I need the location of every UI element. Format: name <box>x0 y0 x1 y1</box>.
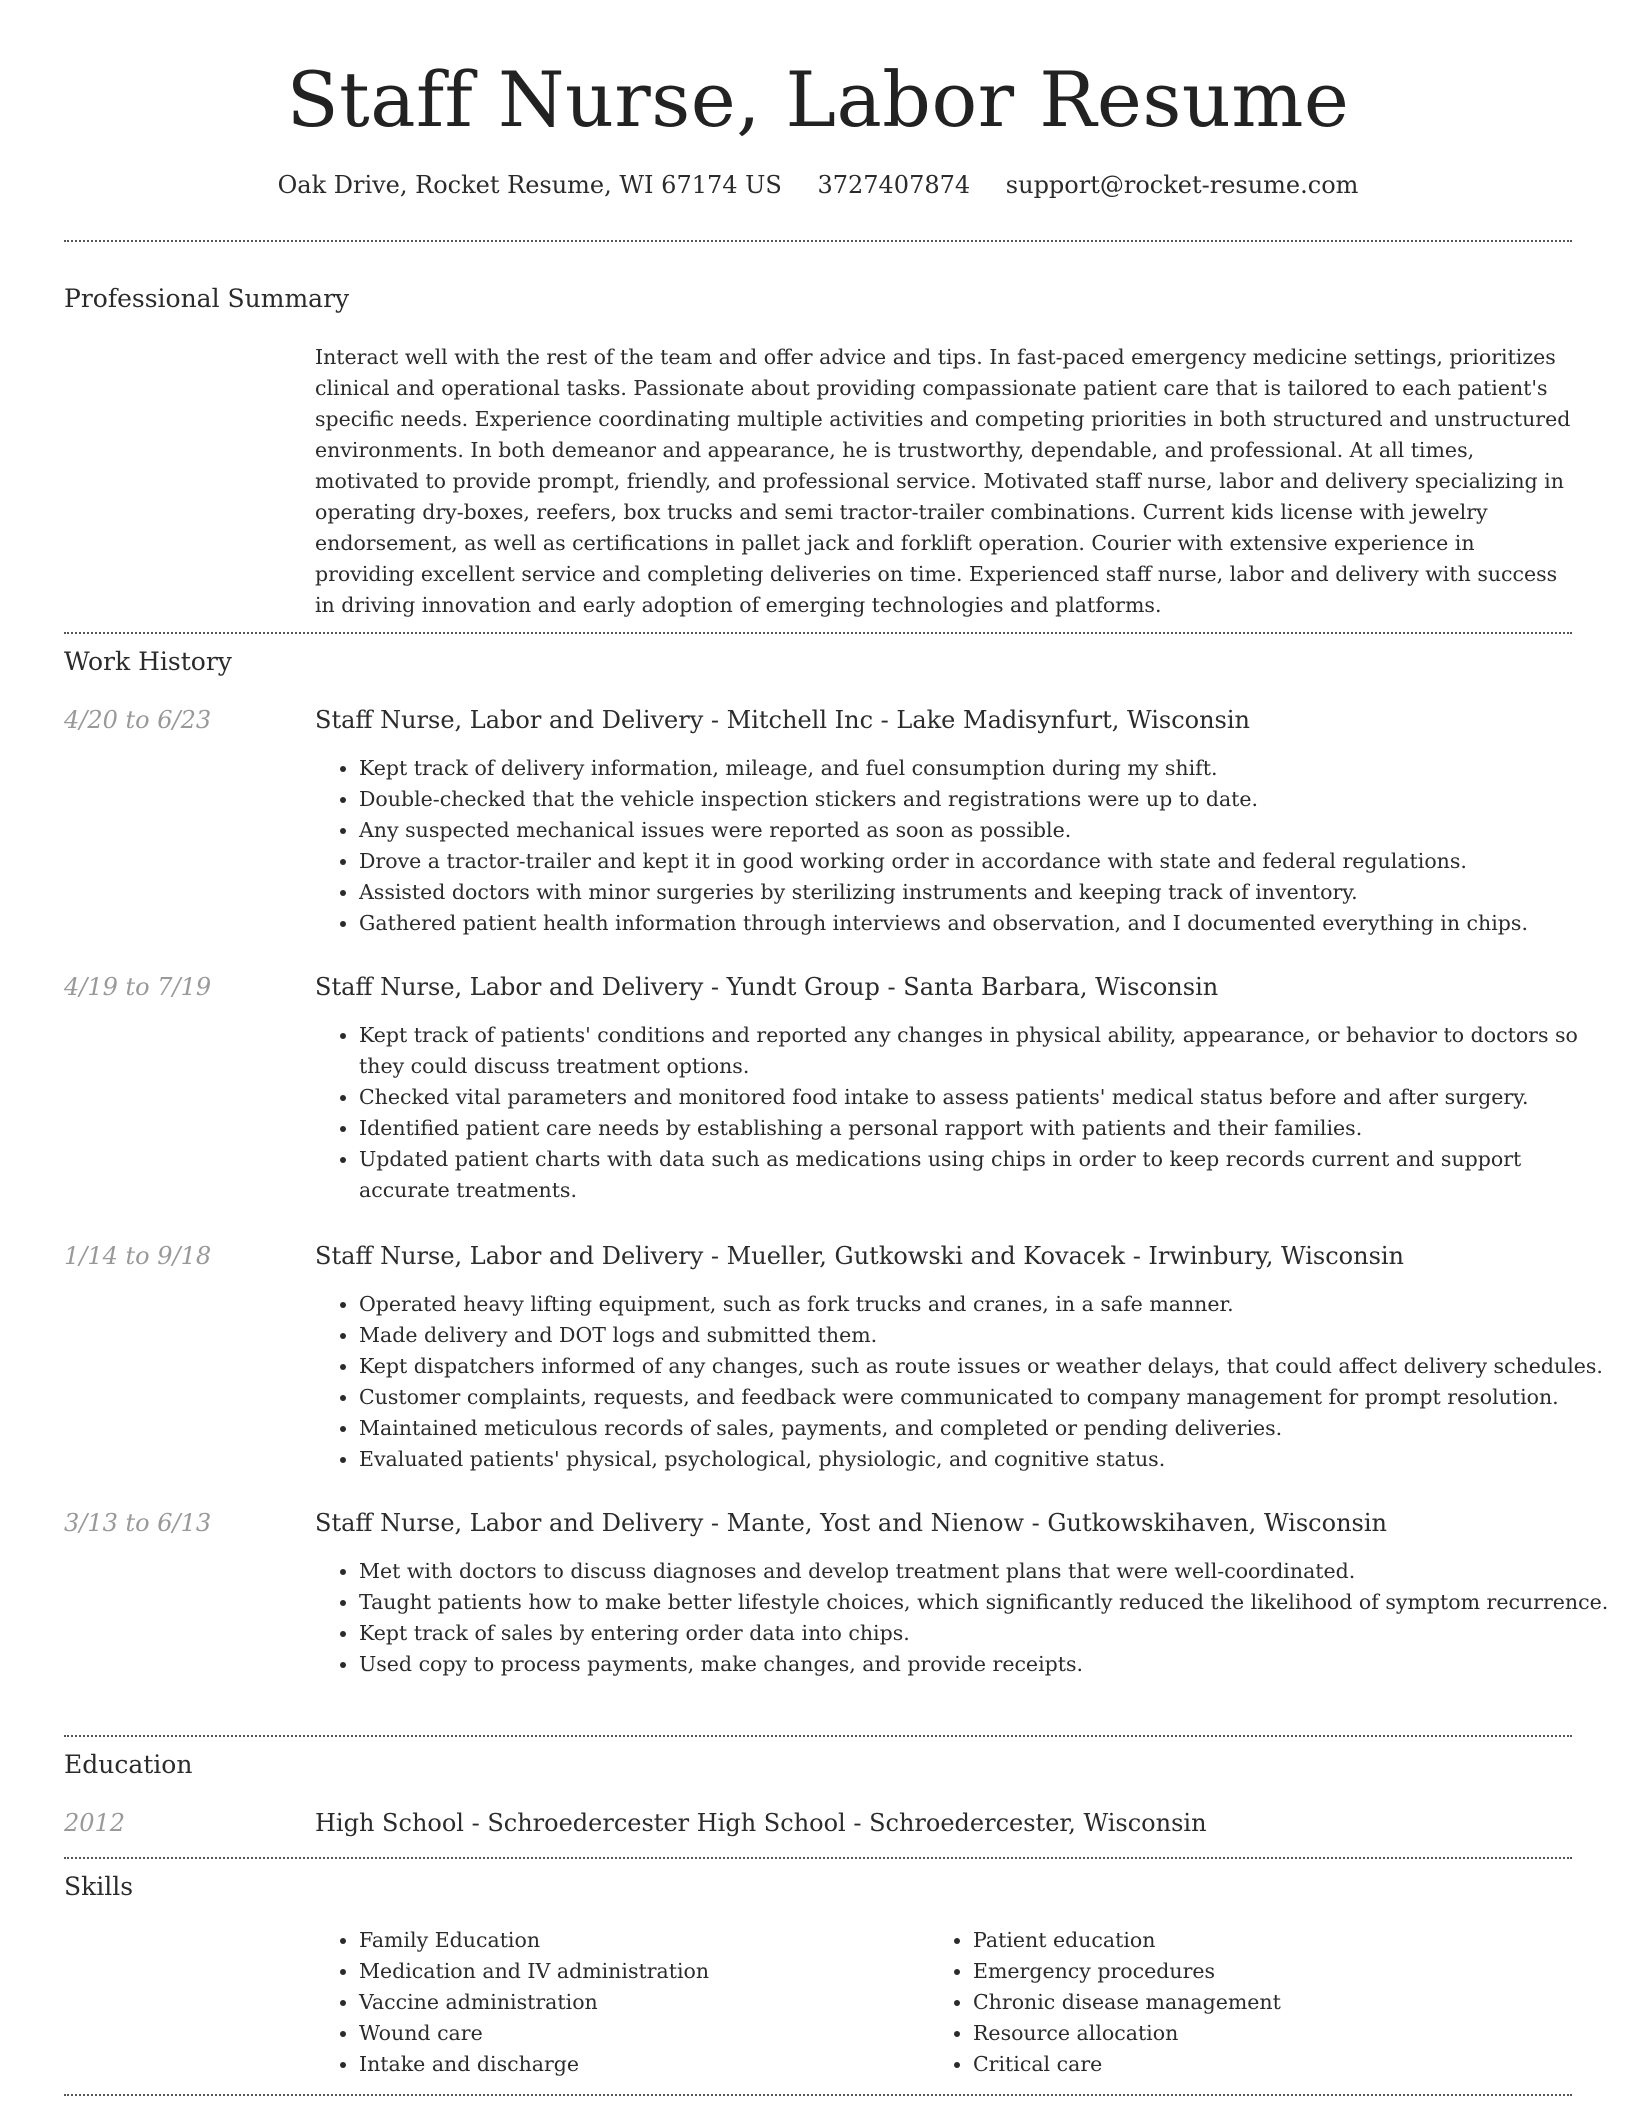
resume-page <box>64 0 1609 2112</box>
skills-column-right <box>929 1925 1533 2080</box>
skills-heading: Skills <box>64 1872 134 1901</box>
list-item: • Met with doctors to discuss diagnoses and develop treatment plans that were well-coordinated. <box>359 1556 1616 1587</box>
summary-text: Interact well with the rest of the team and offer advice and tips. In fast-paced emergency medicine settings, prioritizes clinical and operational tasks. Passionate about providing compassionate patient care that is tailored to each patient's specific needs. Experience coordinating multiple activities and competing priorities in both structured and unstructured environments. In both demeanor and appearance, he is trustworthy, dependable, and professional. At all times, motivated to provide prompt, friendly, and professional service. Motivated staff nurse, labor and delivery specializing in operating dry-boxes, reefers, box trucks and semi tractor-trailer combinations. Current kids license with jewelry endorsement, as well as certifications in pallet jack and forklift operation. Courier with extensive experience in providing excellent service and completing deliveries on time. Experienced staff nurse, labor and delivery with success in driving innovation and early adoption of emerging technologies and platforms. <box>315 345 1571 617</box>
address-text: Oak Drive, Rocket Resume, WI 67174 US <box>277 171 782 199</box>
work-history-heading: Work History <box>64 647 232 676</box>
list-item: • Identified patient care needs by establishing a personal rapport with patients and their families. <box>359 1113 1616 1144</box>
list-item: • Operated heavy lifting equipment, such as fork trucks and cranes, in a safe manner. <box>359 1289 1616 1320</box>
phone-text: 3727407874 <box>817 171 971 199</box>
list-item: • Drove a tractor-trailer and kept it in good working order in accordance with state and federal regulations. <box>359 846 1616 877</box>
divider <box>64 632 1572 634</box>
list-item: • Checked vital parameters and monitored food intake to assess patients' medical status before and after surgery. <box>359 1082 1616 1113</box>
divider <box>64 2094 1572 2096</box>
divider <box>64 1857 1572 1859</box>
skills-column-left <box>315 1925 919 2080</box>
skill-item: • Medication and IV administration <box>359 1956 919 1987</box>
job-title: Staff Nurse, Labor and Delivery - Mante, Yost and Nienow - Gutkowskihaven, Wisconsin <box>315 1509 1387 1537</box>
list-item: • Any suspected mechanical issues were reported as soon as possible. <box>359 815 1616 846</box>
list-item: • Made delivery and DOT logs and submitted them. <box>359 1320 1616 1351</box>
job-dates: 4/19 to 7/19 <box>64 973 212 1001</box>
list-item: • Assisted doctors with minor surgeries by sterilizing instruments and keeping track of inventory. <box>359 877 1616 908</box>
skill-item: • Family Education <box>359 1925 919 1956</box>
list-item: • Gathered patient health information through interviews and observation, and I documented everything in chips. <box>359 908 1616 939</box>
email-link[interactable]: support@rocket-resume.com <box>1005 171 1359 199</box>
skill-item: • Resource allocation <box>973 2018 1533 2049</box>
job-bullets <box>315 1556 1616 1680</box>
list-item: • Updated patient charts with data such as medications using chips in order to keep records current and support accurate treatments. <box>359 1144 1616 1206</box>
job-bullets <box>315 753 1616 939</box>
job-bullets <box>315 1020 1616 1206</box>
list-item: • Kept dispatchers informed of any changes, such as route issues or weather delays, that could affect delivery schedules. <box>359 1351 1616 1382</box>
education-title: High School - Schroedercester High School - Schroedercester, Wisconsin <box>315 1809 1207 1837</box>
list-item: • Double-checked that the vehicle inspection stickers and registrations were up to date. <box>359 784 1616 815</box>
skill-item: • Patient education <box>973 1925 1533 1956</box>
list-item: • Taught patients how to make better lifestyle choices, which significantly reduced the likelihood of symptom recurrence. <box>359 1587 1616 1618</box>
skill-item: • Emergency procedures <box>973 1956 1533 1987</box>
resume-title: Staff Nurse, Labor Resume <box>286 55 1350 144</box>
list-item: • Customer complaints, requests, and feedback were communicated to company management for prompt resolution. <box>359 1382 1616 1413</box>
job-dates: 4/20 to 6/23 <box>64 706 212 734</box>
list-item: • Kept track of patients' conditions and reported any changes in physical ability, appearance, or behavior to doctors so they could discuss treatment options. <box>359 1020 1616 1082</box>
job-title: Staff Nurse, Labor and Delivery - Yundt Group - Santa Barbara, Wisconsin <box>315 973 1219 1001</box>
education-year: 2012 <box>64 1809 126 1837</box>
job-dates: 3/13 to 6/13 <box>64 1509 212 1537</box>
list-item: • Evaluated patients' physical, psychological, physiologic, and cognitive status. <box>359 1444 1616 1475</box>
list-item: • Maintained meticulous records of sales, payments, and completed or pending deliveries. <box>359 1413 1616 1444</box>
job-title: Staff Nurse, Labor and Delivery - Mitchell Inc - Lake Madisynfurt, Wisconsin <box>315 706 1251 734</box>
skill-item: • Chronic disease management <box>973 1987 1533 2018</box>
job-bullets <box>315 1289 1616 1475</box>
skill-item: • Wound care <box>359 2018 919 2049</box>
summary-heading: Professional Summary <box>64 284 350 313</box>
list-item: • Used copy to process payments, make changes, and provide receipts. <box>359 1649 1616 1680</box>
divider <box>64 240 1572 242</box>
contact-line <box>64 168 1572 202</box>
skill-item: • Vaccine administration <box>359 1987 919 2018</box>
job-dates: 1/14 to 9/18 <box>64 1242 212 1270</box>
list-item: • Kept track of sales by entering order data into chips. <box>359 1618 1616 1649</box>
skill-item: • Critical care <box>973 2049 1533 2080</box>
skill-item: • Intake and discharge <box>359 2049 919 2080</box>
list-item: • Kept track of delivery information, mileage, and fuel consumption during my shift. <box>359 753 1616 784</box>
job-title: Staff Nurse, Labor and Delivery - Mueller, Gutkowski and Kovacek - Irwinbury, Wisconsin <box>315 1242 1405 1270</box>
divider <box>64 1735 1572 1737</box>
education-heading: Education <box>64 1750 193 1779</box>
